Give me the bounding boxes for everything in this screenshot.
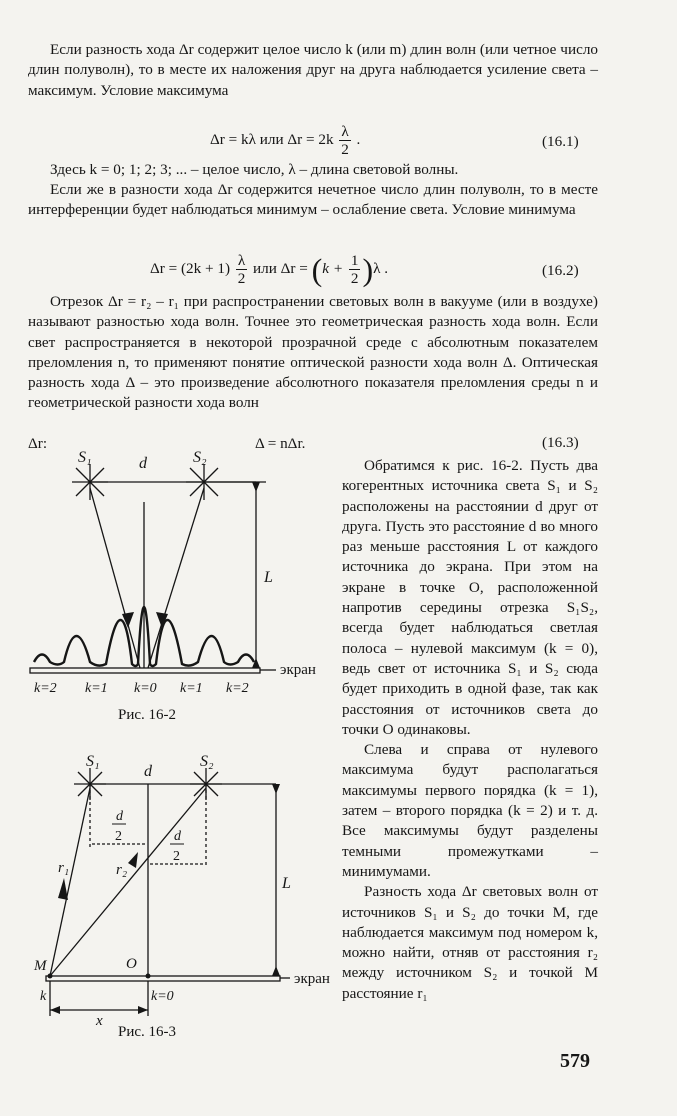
fig2-ray-r2 [50, 788, 206, 976]
eq2-k: k + [322, 259, 344, 277]
here-line: Здесь k = 0; 1; 2; 3; ... – целое число, λ – длина световой волны. [50, 161, 459, 178]
fig2-r1-label: r₁ [58, 860, 70, 876]
fig1-order-2: k=1 [85, 681, 108, 696]
fig2-k0-label: k=0 [151, 989, 174, 1004]
equation-number-16-1: (16.1) [542, 133, 579, 150]
eq2-fraction [236, 252, 247, 287]
eq1-denominator: 2 [341, 141, 349, 158]
equation-16-1 [210, 123, 360, 158]
fig1-ray-s2 [148, 488, 204, 668]
fig1-ray-s1 [90, 488, 140, 668]
eq2-tail: λ . [373, 259, 389, 277]
fig2-s2-label: S₂ [200, 753, 214, 770]
fig2-k-label: k [40, 989, 47, 1004]
fig1-s1-star-icon [72, 464, 108, 500]
eq1-fraction [339, 123, 350, 158]
fig2-x-label: x [96, 1013, 103, 1026]
right-column [342, 456, 598, 1004]
fig2-s1-label: S₁ [86, 753, 100, 770]
equation-16-2 [150, 252, 388, 287]
fig1-s1-label: S₁ [78, 449, 92, 466]
fig1-s2-label: S₂ [193, 449, 207, 466]
figure-16-2 [28, 442, 340, 700]
fig2-half-d-left-num: d [116, 809, 123, 824]
fig2-M-label: M [34, 958, 47, 974]
fig1-order-3: k=0 [134, 681, 157, 696]
fig1-s2-star-icon [186, 464, 222, 500]
equation-number-16-2: (16.2) [542, 262, 579, 279]
equation-number-16-3: (16.3) [542, 434, 579, 451]
fig1-order-4: k=1 [180, 681, 203, 696]
fig2-half-d-right-den: 2 [173, 849, 180, 864]
right-paragraph-2: Слева и справа от нулевого максимума будут располагаться максимумы первого порядка (k = 1), затем – второго порядка (k = 2) и т. д. Все максимумы будут разделены темными промежутками – минимумами. [342, 741, 598, 880]
fig1-d-label: d [139, 455, 147, 472]
eq1-left: Δr = kλ или Δr = 2k [210, 130, 334, 148]
eq2-denominator: 2 [237, 270, 246, 287]
page-number: 579 [560, 1050, 590, 1072]
fig2-caption: Рис. 16-3 [118, 1024, 177, 1040]
minimum-paragraph: Если же в разности хода Δr содержится нечетное число длин полуволн, то в месте интерференции будет наблюдаться минимум – ослабление света. Условие минимума [28, 181, 598, 219]
fig2-arrow-r1 [58, 878, 68, 900]
fig1-arrow-left [122, 612, 134, 628]
fig1-caption: Рис. 16-2 [118, 707, 177, 723]
fig2-O-label: O [126, 956, 137, 972]
fig1-order-1: k=2 [34, 681, 57, 696]
eq2-middle: или Δr = [253, 259, 308, 277]
eq3-label: Δr: [28, 435, 48, 452]
intro-paragraph: Если разность хода Δr содержит целое число k (или m) длин волн (или четное число длин полуволн), то в месте их наложения друг на друга наблюдается усиление света – максимум. Условие максимума [28, 41, 598, 99]
eq2-close-paren: ) [362, 251, 374, 288]
fig2-half-d-right-num: d [174, 829, 181, 844]
fig1-screen-label: экран [280, 662, 316, 678]
fig1-screen [30, 668, 260, 673]
fig2-L-label: L [282, 875, 291, 892]
eq2-open-paren: ( [311, 251, 323, 288]
eq2-half-numerator: 1 [350, 252, 359, 269]
fig2-screen-label: экран [294, 971, 330, 987]
eq1-numerator: λ [341, 123, 349, 140]
optical-path-paragraph: Отрезок Δr = r₂ – r₁ при распространении световых волн в вакууме (или в воздухе) называют разностью хода волн. Точнее это геометрическая разность хода волн. Если свет распространяется в некоторой прозрачной среде с абсолютным показателем преломления n, то применяют понятие оптической разности хода волн Δ. Оптическая разность хода Δ – это произведение абсолютного показателя преломления среды n и геометрической разности хода волн [28, 293, 598, 412]
fig2-half-d-left-den: 2 [115, 829, 122, 844]
eq1-tail: . [356, 130, 361, 148]
fig1-L-label: L [264, 569, 273, 586]
fig1-order-5: k=2 [226, 681, 249, 696]
fig2-screen [46, 976, 280, 981]
fig2-r2-label: r₂ [116, 862, 128, 878]
eq2-numerator: λ [237, 252, 246, 269]
eq2-left: Δr = (2k + 1) [150, 259, 231, 277]
equation-16-3: Δ = nΔr. [255, 435, 306, 452]
fig2-arrow-r2 [128, 852, 138, 868]
fig2-ray-r1 [50, 788, 90, 976]
right-paragraph-3: Разность хода Δr световых волн от источников S₁ и S₂ до точки M, где наблюдается максимум под номером k, можно найти, отняв от расстояния r₂ между источником S₂ и точкой M расстояние r₁ [342, 883, 598, 1002]
figure-16-3 [28, 748, 340, 1026]
eq2-half-denominator: 2 [350, 270, 359, 287]
right-paragraph-1: Обратимся к рис. 16-2. Пусть два когерентных источника света S₁ и S₂ расположены на расстоянии d друг от друга. Пусть это расстояние d во много раз меньше расстояния L от каждого источника до экрана. При этом на экране в точке O, расположенной напротив середины отрезка S₁S₂, всегда будет наблюдаться светлая полоса – нулевой максимум (k = 0), ведь свет от источника S₁ и S₂ сюда будет приходить в одной фазе, так как расстояния от источников света до точки O одинаковы. [342, 457, 598, 738]
eq2-fraction-half [349, 252, 361, 287]
fig2-d-label: d [144, 763, 152, 780]
